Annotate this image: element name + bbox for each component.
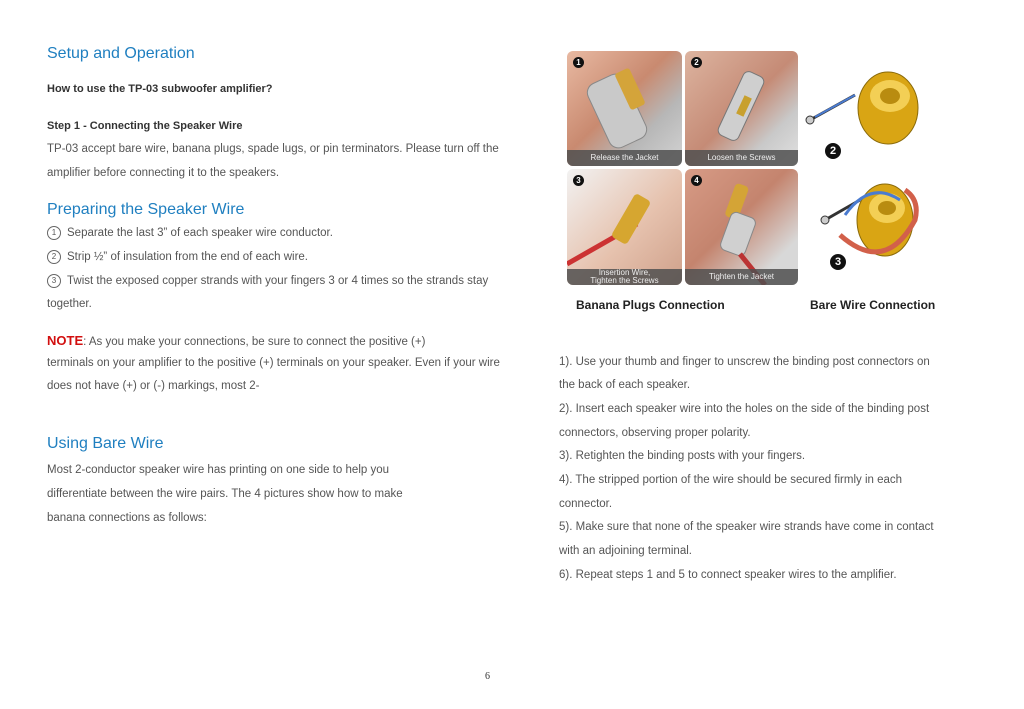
plug-illustration	[685, 51, 798, 166]
right-step-line: 4). The stripped portion of the wire should be secured firmly in each	[559, 474, 903, 486]
step1-line2: amplifier before connecting it to the speakers.	[47, 167, 280, 179]
right-step-line: connectors, observing proper polarity.	[559, 427, 751, 439]
note-line3: does not have (+) or (-) markings, most 2-	[47, 380, 260, 392]
bare-caption: Bare Wire Connection	[810, 298, 936, 312]
binding-post-illustration	[800, 60, 930, 290]
photo-number-2: 2	[691, 57, 702, 68]
step-badge-2: 2	[825, 143, 841, 159]
step-badge-3: 3	[830, 254, 846, 270]
circled-number: 3	[47, 274, 61, 288]
note-label: NOTE	[47, 333, 84, 348]
prep-item-text: Separate the last 3” of each speaker wire conductor.	[67, 227, 333, 239]
step1-line1: TP-03 accept bare wire, banana plugs, spade lugs, or pin terminators. Please turn off the	[47, 143, 499, 155]
photo-number-3: 3	[573, 175, 584, 186]
note-line1	[47, 329, 425, 355]
prep-item-1	[47, 222, 333, 246]
right-step-line: the back of each speaker.	[559, 379, 691, 391]
prep-title: Preparing the Speaker Wire	[47, 201, 245, 218]
photo-number-1: 1	[573, 57, 584, 68]
right-step-line: with an adjoining terminal.	[559, 545, 692, 557]
photo-release-jacket	[567, 51, 682, 166]
prep-item-text: Twist the exposed copper strands with your fingers 3 or 4 times so the strands stay	[67, 275, 489, 287]
question-heading: How to use the TP-03 subwoofer amplifier?	[47, 83, 273, 95]
photo-insertion-wire	[567, 169, 682, 285]
photo-number-4: 4	[691, 175, 702, 186]
photo-caption-line1: Insertion Wire,	[598, 268, 651, 277]
plug-illustration	[567, 51, 682, 166]
bare-line3: banana connections as follows:	[47, 512, 207, 524]
bare-line1: Most 2-conductor speaker wire has printing on one side to help you	[47, 464, 390, 476]
circled-number: 1	[47, 226, 61, 240]
photo-caption: Loosen the Screws	[685, 150, 798, 166]
circled-number: 2	[47, 250, 61, 264]
prep-item-2	[47, 246, 308, 270]
page-number: 6	[485, 671, 490, 682]
prep-continuation: together.	[47, 298, 92, 310]
step1-title: Step 1 - Connecting the Speaker Wire	[47, 120, 243, 132]
right-step-line: 6). Repeat steps 1 and 5 to connect speaker wires to the amplifier.	[559, 569, 897, 581]
note-text: : As you make your connections, be sure to connect the positive (+)	[83, 336, 426, 348]
photo-caption-line2: Tighten the Screws	[590, 276, 659, 285]
photo-tighten-jacket	[685, 169, 798, 285]
note-line2: terminals on your amplifier to the positive (+) terminals on your speaker. Even if your wire	[47, 357, 500, 369]
right-step-line: 2). Insert each speaker wire into the holes on the side of the binding post	[559, 403, 930, 415]
bare-line2: differentiate between the wire pairs. The 4 pictures show how to make	[47, 488, 403, 500]
banana-caption: Banana Plugs Connection	[576, 298, 725, 312]
bare-title: Using Bare Wire	[47, 435, 164, 452]
plug-illustration	[685, 169, 798, 285]
section-title: Setup and Operation	[47, 45, 195, 62]
photo-caption: Release the Jacket	[567, 150, 682, 166]
right-step-line: 5). Make sure that none of the speaker wire strands have come in contact	[559, 521, 934, 533]
right-step-line: connector.	[559, 498, 613, 510]
photo-caption: Tighten the Jacket	[685, 269, 798, 285]
right-step-line: 1). Use your thumb and finger to unscrew the binding post connectors on	[559, 356, 930, 368]
prep-item-3	[47, 270, 488, 294]
photo-caption	[567, 269, 682, 285]
right-step-line: 3). Retighten the binding posts with your fingers.	[559, 450, 806, 462]
prep-item-text: Strip ½” of insulation from the end of each wire.	[67, 251, 308, 263]
photo-loosen-screws	[685, 51, 798, 166]
